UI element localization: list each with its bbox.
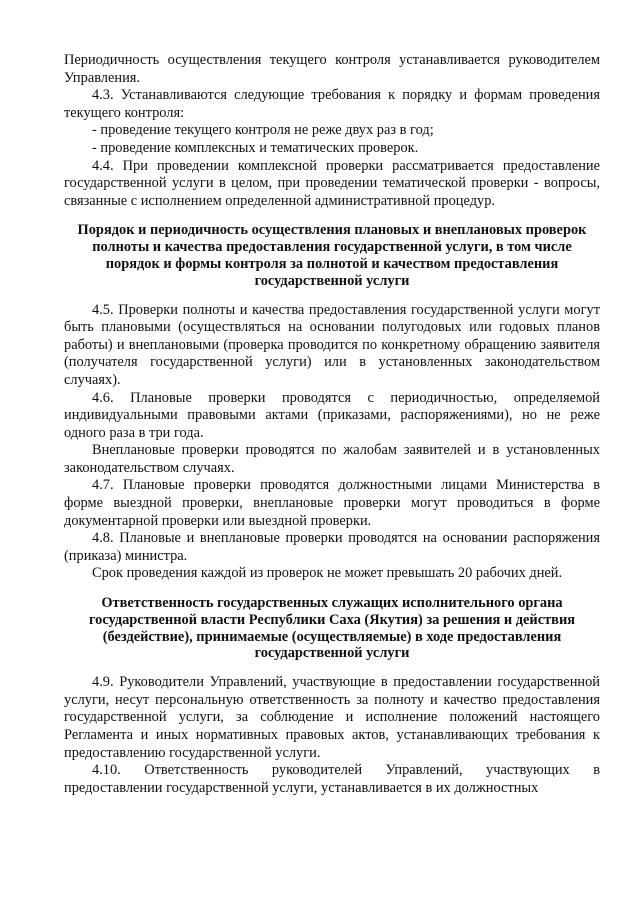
document-page <box>64 52 600 797</box>
section-heading-responsibility: Ответственность государственных служащих исполнительного органа государственной власти Республики Саха (Якутия) за решения и действия (бездействие), принимаемые (осуществляемые) в ходе предоставления государственной услуги <box>88 595 576 662</box>
paragraph-unscheduled-checks: Внеплановые проверки проводятся по жалобам заявителей и в установленных законодательством случаях. <box>64 442 600 476</box>
paragraph-4-7: 4.7. Плановые проверки проводятся должностными лицами Министерства в форме выездной проверки, внеплановые проверки могут проводиться в форме документарной проверки или выездной проверки. <box>64 477 600 529</box>
list-item-complex-checks: - проведение комплексных и тематических проверок. <box>92 139 419 156</box>
list-item-current-control: - проведение текущего контроля не реже двух раз в год; <box>92 122 434 139</box>
paragraph-4-8: 4.8. Плановые и внеплановые проверки проводятся на основании распоряжения (приказа) министра. <box>64 530 600 564</box>
paragraph-4-3: 4.3. Устанавливаются следующие требования к порядку и формам проведения текущего контроля: <box>64 87 600 121</box>
paragraph-4-4: 4.4. При проведении комплексной проверки рассматривается предоставление государственной услуги в целом, при проведении тематической проверки - вопросы, связанные с исполнением определенной административной процедур. <box>64 157 600 209</box>
section-heading-inspections: Порядок и периодичность осуществления плановых и внеплановых проверок полноты и качества предоставления государственной услуги, в том числе порядок и формы контроля за полнотой и качеством предоставления государственной услуги <box>77 222 587 289</box>
paragraph-4-5: 4.5. Проверки полноты и качества предоставления государственной услуги могут быть плановыми (осуществляться на основании полугодовых или годовых планов работы) и внеплановыми (проверка проводится по конкретному обращению заявителя (получателя государственной услуги) или в установленных законодательством случаях). <box>64 301 600 388</box>
paragraph-check-duration: Срок проведения каждой из проверок не может превышать 20 рабочих дней. <box>92 565 563 582</box>
paragraph-4-9: 4.9. Руководители Управлений, участвующие в предоставлении государственной услуги, несут персональную ответственность за полноту и качество предоставления государственной услуги, за соблюдение и исполнение положений настоящего Регламента и иных нормативных правовых актов, устанавливающих требования к предоставлению государственной услуги. <box>64 674 600 761</box>
paragraph-4-6: 4.6. Плановые проверки проводятся с периодичностью, определяемой индивидуальными правовыми актами (приказами, распоряжениями), но не реже одного раза в три года. <box>64 389 600 441</box>
paragraph-4-10: 4.10. Ответственность руководителей Управлений, участвующих в предоставлении государственной услуги, устанавливается в их должностных <box>64 762 600 796</box>
paragraph-periodicity: Периодичность осуществления текущего контроля устанавливается руководителем Управления. <box>64 52 600 86</box>
